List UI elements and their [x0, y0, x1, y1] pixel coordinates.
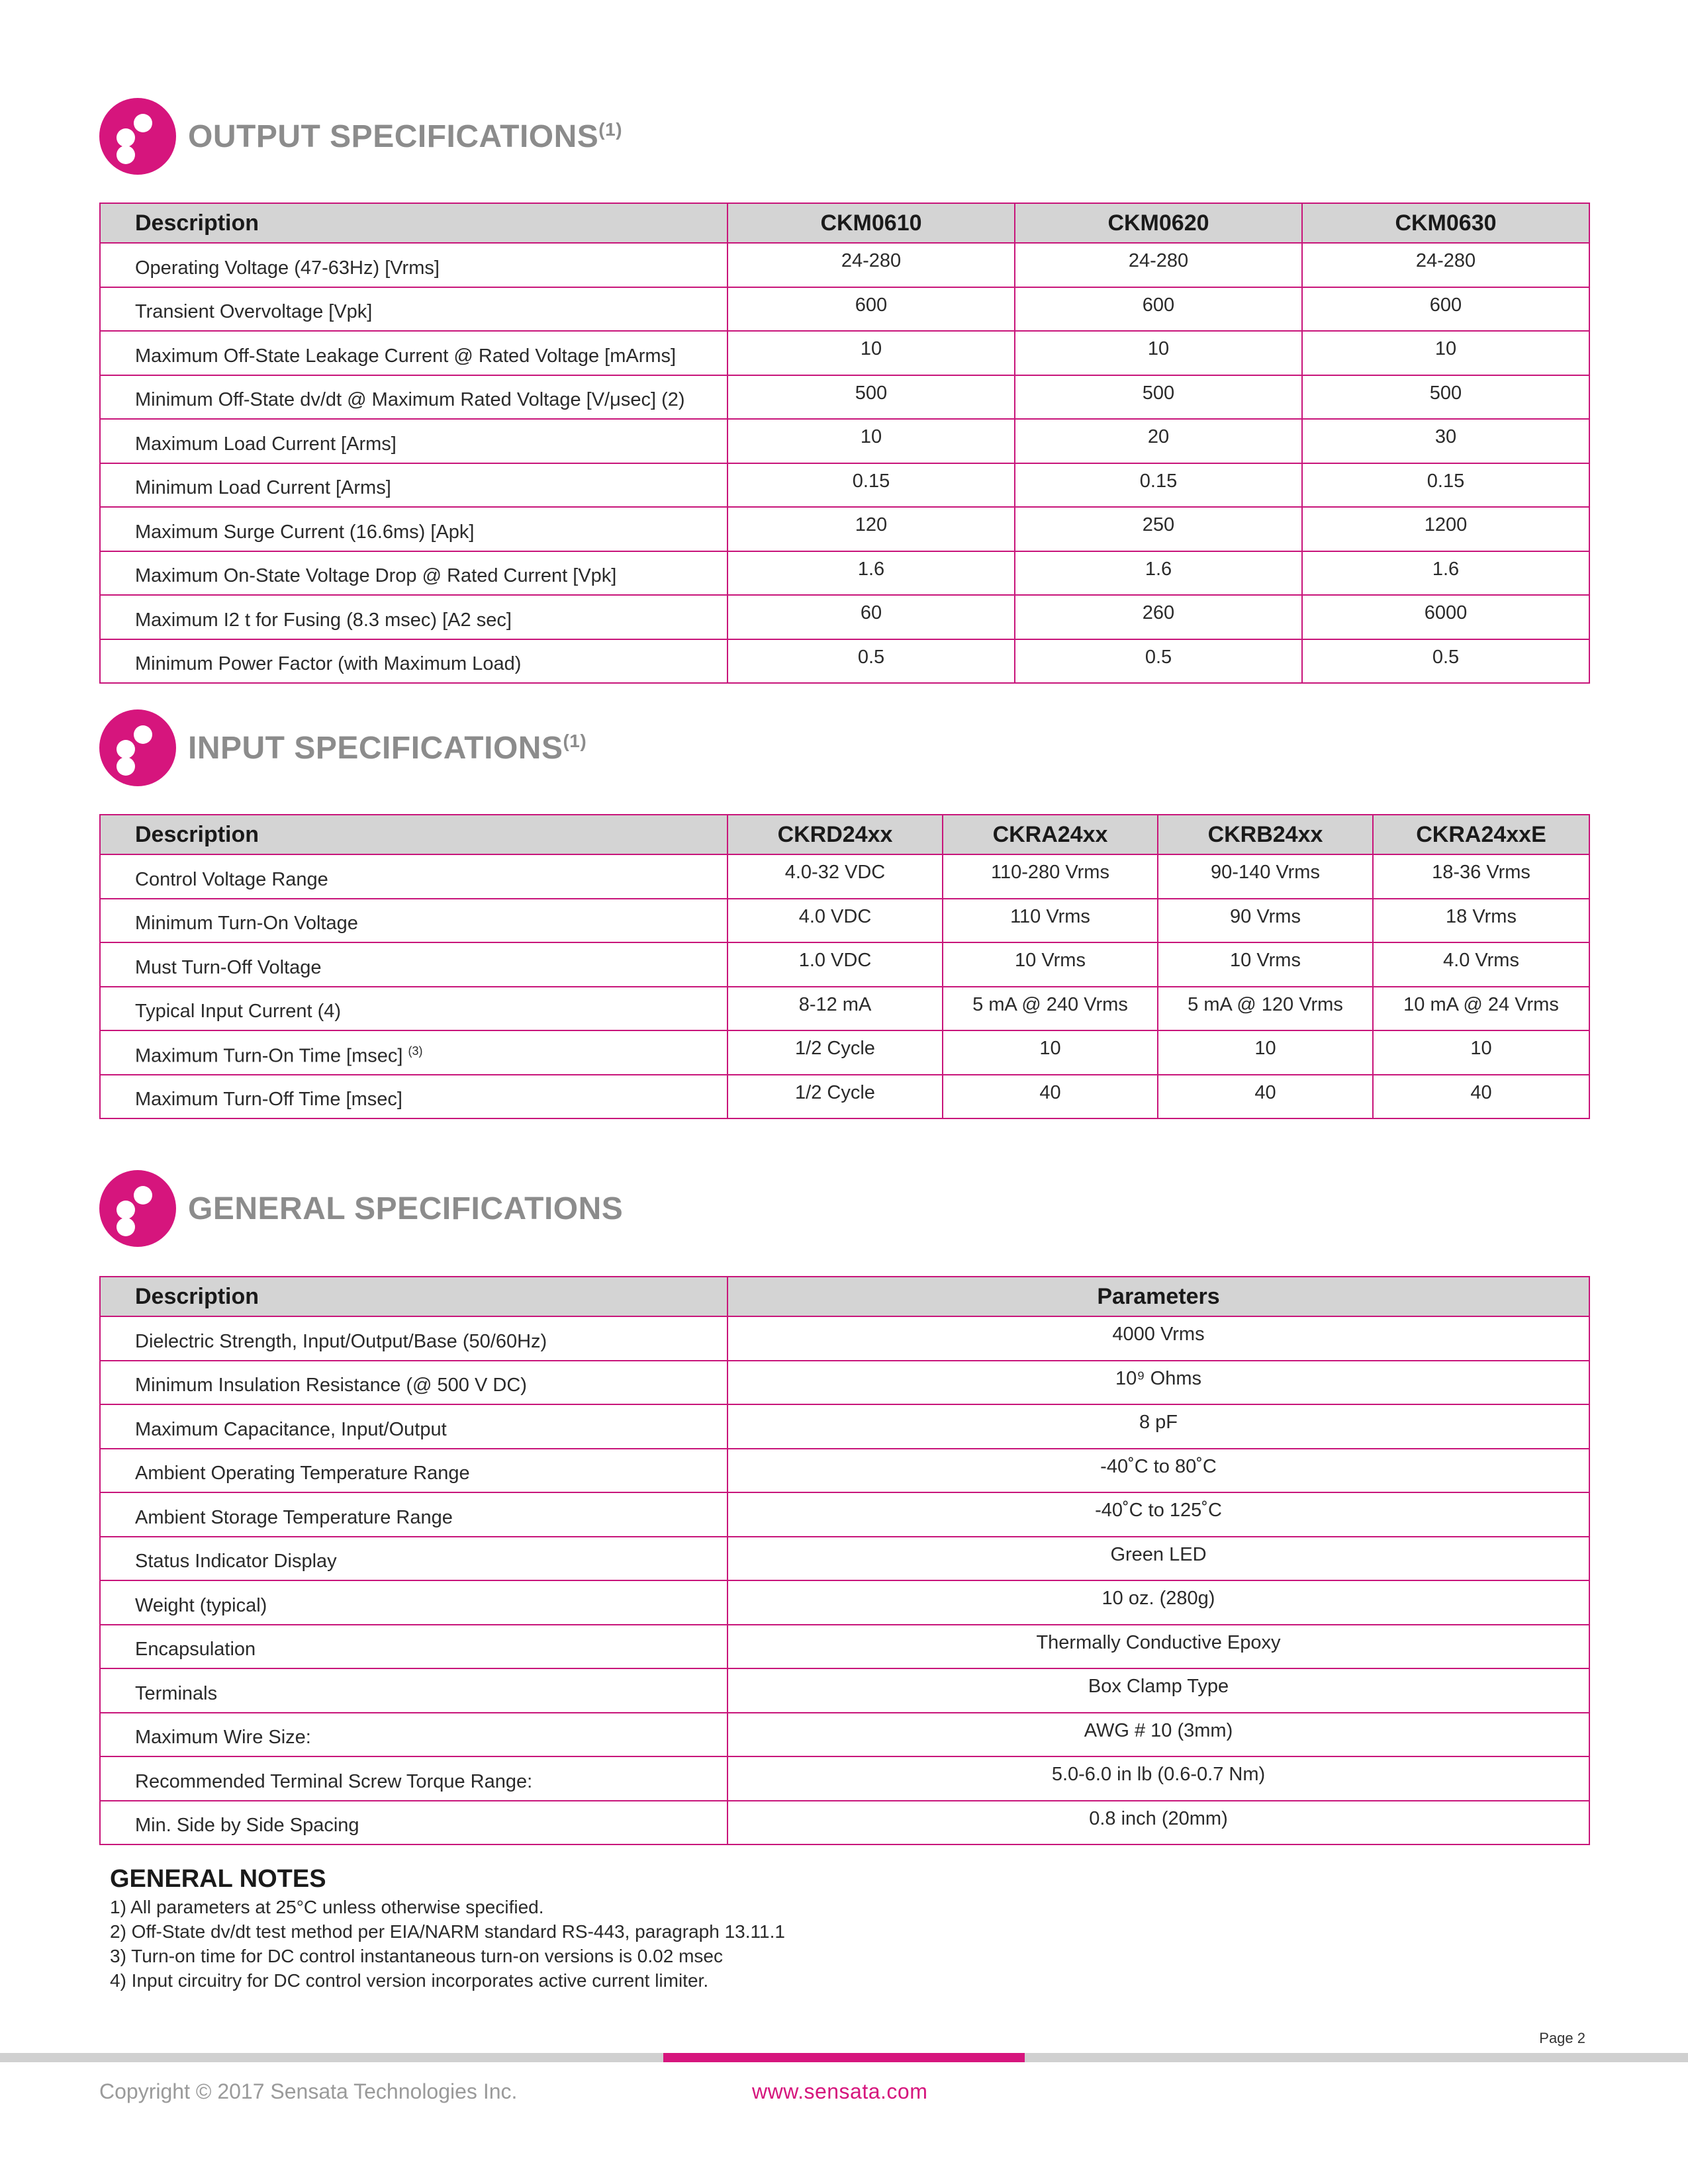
- table-row: [100, 942, 1589, 987]
- cell-value: 600: [727, 287, 1015, 332]
- table-row: [100, 287, 1589, 332]
- column-header: Description: [100, 815, 727, 854]
- cell-value: 10: [1373, 1030, 1589, 1075]
- table-header-row: [100, 203, 1589, 243]
- table-row: [100, 1756, 1589, 1801]
- cell-value: 40: [1158, 1075, 1373, 1119]
- row-label: Transient Overvoltage [Vpk]: [100, 287, 727, 332]
- table-row: [100, 595, 1589, 639]
- cell-value: 4.0 VDC: [727, 899, 943, 943]
- cell-value: 10 mA @ 24 Vrms: [1373, 987, 1589, 1031]
- table-row: [100, 1404, 1589, 1449]
- cell-value: 10 Vrms: [943, 942, 1158, 987]
- note-item: 1) All parameters at 25°C unless otherwise specified.: [110, 1897, 544, 1917]
- row-label: Ambient Storage Temperature Range: [100, 1492, 727, 1537]
- sensata-logo-icon: [99, 1170, 176, 1247]
- cell-value: AWG # 10 (3mm): [727, 1713, 1589, 1757]
- cell-value: 10 oz. (280g): [727, 1580, 1589, 1625]
- column-header: CKM0630: [1302, 203, 1589, 243]
- general-spec-table: [99, 1276, 1590, 1845]
- cell-value: 5 mA @ 240 Vrms: [943, 987, 1158, 1031]
- cell-value: 18-36 Vrms: [1373, 854, 1589, 899]
- cell-value: 10: [1158, 1030, 1373, 1075]
- cell-value: 120: [727, 507, 1015, 551]
- table-row: [100, 463, 1589, 508]
- cell-value: 4.0 Vrms: [1373, 942, 1589, 987]
- cell-value: 24-280: [1302, 243, 1589, 287]
- cell-value: -40˚C to 125˚C: [727, 1492, 1589, 1537]
- cell-value: 10: [1015, 331, 1302, 375]
- table-row: [100, 331, 1589, 375]
- row-label: Operating Voltage (47-63Hz) [Vrms]: [100, 243, 727, 287]
- cell-value: 600: [1302, 287, 1589, 332]
- cell-value: Green LED: [727, 1537, 1589, 1581]
- cell-value: 18 Vrms: [1373, 899, 1589, 943]
- note-item: 4) Input circuitry for DC control version incorporates active current limiter.: [110, 1970, 709, 1991]
- cell-value: 30: [1302, 419, 1589, 463]
- cell-value: Box Clamp Type: [727, 1668, 1589, 1713]
- cell-value: 0.5: [727, 639, 1015, 684]
- table-row: [100, 1625, 1589, 1669]
- table-row: [100, 854, 1589, 899]
- row-label: Maximum Turn-On Time [msec] $^{(3)}$: [100, 1030, 727, 1075]
- cell-value: 600: [1015, 287, 1302, 332]
- table-row: [100, 1030, 1589, 1075]
- cell-value: 20: [1015, 419, 1302, 463]
- cell-value: 40: [943, 1075, 1158, 1119]
- row-label: Ambient Operating Temperature Range: [100, 1449, 727, 1493]
- cell-value: 4.0-32 VDC: [727, 854, 943, 899]
- note-item: 2) Off-State dv/dt test method per EIA/NARM standard RS-443, paragraph 13.11.1: [110, 1921, 785, 1942]
- cell-value: 110 Vrms: [943, 899, 1158, 943]
- row-label: Maximum On-State Voltage Drop @ Rated Current [Vpk]: [100, 551, 727, 596]
- input-spec-table: [99, 814, 1590, 1119]
- cell-value: 10: [727, 331, 1015, 375]
- row-label: Maximum Turn-Off Time [msec]: [100, 1075, 727, 1119]
- table-row: [100, 1713, 1589, 1757]
- output-section-title: OUTPUT SPECIFICATIONS$^{(1)}$: [188, 118, 623, 154]
- cell-value: Thermally Conductive Epoxy: [727, 1625, 1589, 1669]
- cell-value: 1.6: [727, 551, 1015, 596]
- output-spec-table: [99, 203, 1590, 684]
- row-label: Control Voltage Range: [100, 854, 727, 899]
- table-row: [100, 507, 1589, 551]
- cell-value: 0.15: [727, 463, 1015, 508]
- table-row: [100, 1449, 1589, 1493]
- cell-value: 10: [943, 1030, 1158, 1075]
- row-label: Recommended Terminal Screw Torque Range:: [100, 1756, 727, 1801]
- row-label: Min. Side by Side Spacing: [100, 1801, 727, 1845]
- cell-value: 1200: [1302, 507, 1589, 551]
- row-label: Maximum Off-State Leakage Current @ Rated Voltage [mArms]: [100, 331, 727, 375]
- column-header: Parameters: [727, 1277, 1589, 1316]
- website-link[interactable]: www.sensata.com: [752, 2079, 928, 2103]
- table-row: [100, 1537, 1589, 1581]
- row-label: Minimum Off-State dv/dt @ Maximum Rated Voltage [V/μsec] (2): [100, 375, 727, 420]
- cell-value: -40˚C to 80˚C: [727, 1449, 1589, 1493]
- table-row: [100, 1801, 1589, 1845]
- row-label: Minimum Insulation Resistance (@ 500 V DC): [100, 1361, 727, 1405]
- column-header: CKRD24xx: [727, 815, 943, 854]
- row-label: Minimum Power Factor (with Maximum Load): [100, 639, 727, 684]
- table-row: [100, 1492, 1589, 1537]
- cell-value: 4000 Vrms: [727, 1316, 1589, 1361]
- column-header: Description: [100, 1277, 727, 1316]
- row-label: Status Indicator Display: [100, 1537, 727, 1581]
- column-header: CKRB24xx: [1158, 815, 1373, 854]
- row-label: Minimum Load Current [Arms]: [100, 463, 727, 508]
- cell-value: 24-280: [727, 243, 1015, 287]
- table-row: [100, 419, 1589, 463]
- row-label: Maximum Wire Size:: [100, 1713, 727, 1757]
- table-row: [100, 1075, 1589, 1119]
- cell-value: 110-280 Vrms: [943, 854, 1158, 899]
- cell-value: 0.8 inch (20mm): [727, 1801, 1589, 1845]
- cell-value: 1.6: [1302, 551, 1589, 596]
- cell-value: 8 pF: [727, 1404, 1589, 1449]
- row-label: Typical Input Current (4): [100, 987, 727, 1031]
- row-label: Dielectric Strength, Input/Output/Base (50/60Hz): [100, 1316, 727, 1361]
- sensata-logo-icon: [99, 709, 176, 786]
- cell-value: 40: [1373, 1075, 1589, 1119]
- sensata-logo-icon: [99, 98, 176, 175]
- input-section-heading: [99, 709, 586, 786]
- cell-value: 500: [727, 375, 1015, 420]
- table-header-row: [100, 815, 1589, 854]
- row-label: Terminals: [100, 1668, 727, 1713]
- cell-value: 1.6: [1015, 551, 1302, 596]
- table-header-row: [100, 1277, 1589, 1316]
- cell-value: 250: [1015, 507, 1302, 551]
- row-label: Encapsulation: [100, 1625, 727, 1669]
- output-section-heading: [99, 98, 622, 175]
- table-row: [100, 551, 1589, 596]
- table-row: [100, 243, 1589, 287]
- cell-value: 1.0 VDC: [727, 942, 943, 987]
- cell-value: 90 Vrms: [1158, 899, 1373, 943]
- table-row: [100, 987, 1589, 1031]
- cell-value: 5 mA @ 120 Vrms: [1158, 987, 1373, 1031]
- general-section-title: GENERAL SPECIFICATIONS: [188, 1191, 624, 1226]
- row-label: Weight (typical): [100, 1580, 727, 1625]
- general-section-heading: [99, 1170, 623, 1247]
- cell-value: 10 Vrms: [1158, 942, 1373, 987]
- cell-value: 0.5: [1302, 639, 1589, 684]
- table-row: [100, 1316, 1589, 1361]
- page-number: Page 2: [1539, 2030, 1585, 2046]
- cell-value: 1/2 Cycle: [727, 1075, 943, 1119]
- cell-value: 6000: [1302, 595, 1589, 639]
- general-notes: [110, 1865, 785, 1993]
- notes-title: GENERAL NOTES: [110, 1865, 326, 1893]
- table-row: [100, 1580, 1589, 1625]
- row-label: Maximum Capacitance, Input/Output: [100, 1404, 727, 1449]
- table-row: [100, 1361, 1589, 1405]
- cell-value: 0.15: [1015, 463, 1302, 508]
- table-row: [100, 639, 1589, 684]
- cell-value: 5.0-6.0 in lb (0.6-0.7 Nm): [727, 1756, 1589, 1801]
- cell-value: 90-140 Vrms: [1158, 854, 1373, 899]
- table-row: [100, 1668, 1589, 1713]
- column-header: CKRA24xxE: [1373, 815, 1589, 854]
- cell-value: 0.5: [1015, 639, 1302, 684]
- table-row: [100, 899, 1589, 943]
- cell-value: 10: [727, 419, 1015, 463]
- cell-value: 8-12 mA: [727, 987, 943, 1031]
- column-header: Description: [100, 203, 727, 243]
- cell-value: 500: [1015, 375, 1302, 420]
- cell-value: 24-280: [1015, 243, 1302, 287]
- cell-value: 10: [1302, 331, 1589, 375]
- table-row: [100, 375, 1589, 420]
- cell-value: 60: [727, 595, 1015, 639]
- footer-accent-bar: [663, 2053, 1025, 2062]
- note-item: 3) Turn-on time for DC control instantaneous turn-on versions is 0.02 msec: [110, 1946, 723, 1966]
- row-label: Maximum Surge Current (16.6ms) [Apk]: [100, 507, 727, 551]
- column-header: CKRA24xx: [943, 815, 1158, 854]
- cell-value: 1/2 Cycle: [727, 1030, 943, 1075]
- row-label: Minimum Turn-On Voltage: [100, 899, 727, 943]
- row-label: Maximum I2 t for Fusing (8.3 msec) [A2 sec]: [100, 595, 727, 639]
- cell-value: 500: [1302, 375, 1589, 420]
- cell-value: 10⁹ Ohms: [727, 1361, 1589, 1405]
- cell-value: 260: [1015, 595, 1302, 639]
- input-section-title: INPUT SPECIFICATIONS$^{(1)}$: [188, 730, 587, 766]
- copyright-text: Copyright © 2017 Sensata Technologies Inc.: [99, 2079, 518, 2103]
- column-header: CKM0610: [727, 203, 1015, 243]
- cell-value: 0.15: [1302, 463, 1589, 508]
- row-label: Must Turn-Off Voltage: [100, 942, 727, 987]
- column-header: CKM0620: [1015, 203, 1302, 243]
- row-label: Maximum Load Current [Arms]: [100, 419, 727, 463]
